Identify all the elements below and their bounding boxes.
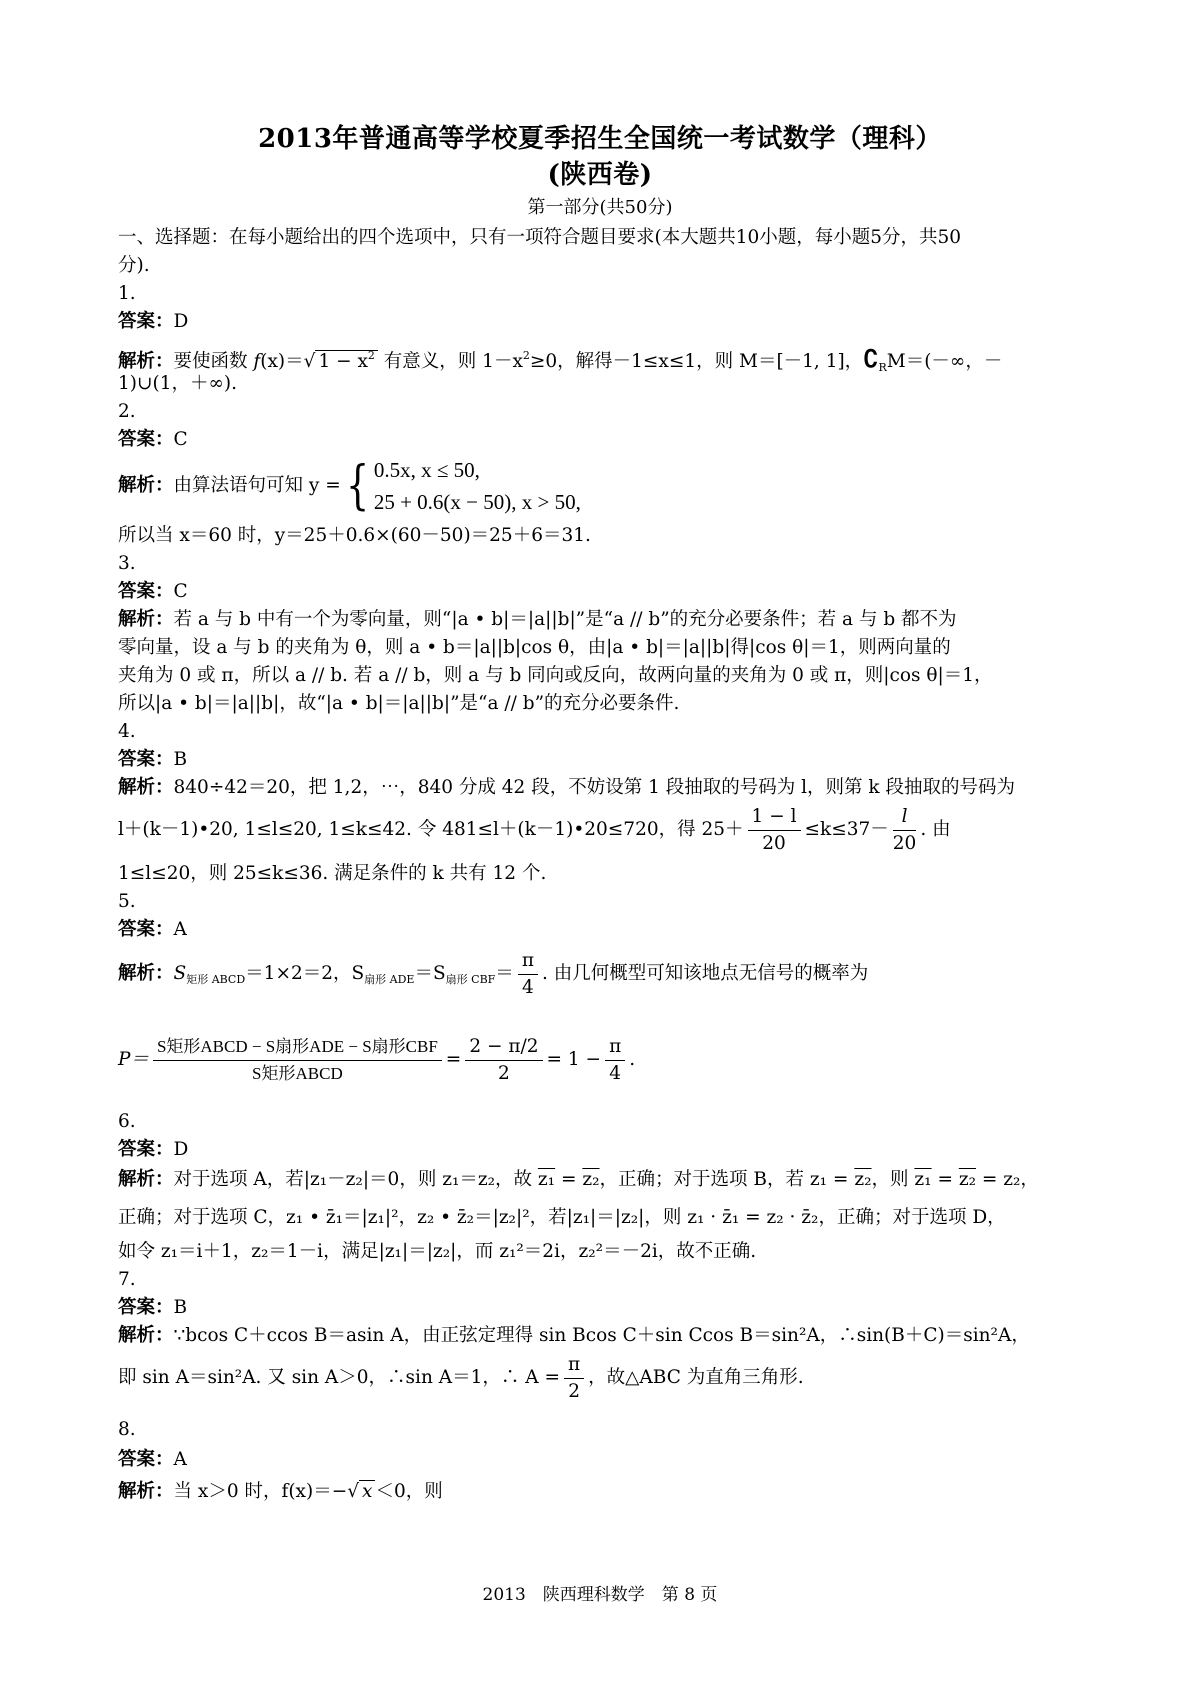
analysis-cont: 所以|a • b|＝|a||b|，故“|a • b|＝|a||b|”是“a // b”的充分必要条件. <box>118 693 680 714</box>
fraction-numerator: π <box>518 948 538 975</box>
math-text: = <box>931 1169 959 1190</box>
analysis-label: 解析： <box>118 609 174 630</box>
analysis-cont <box>118 800 951 860</box>
analysis-text: ≥0，解得－1≤x≤1，则 M＝[－1, 1]， <box>529 351 864 372</box>
analysis-text: l＋(k－1)•20, 1≤l≤20, 1≤k≤42. 令 481≤l＋(k－1)•20≤720，得 25＋ <box>118 819 744 840</box>
answer-line <box>118 918 187 942</box>
question-number: 1. <box>118 283 136 304</box>
brace-symbol: { <box>345 456 369 516</box>
fraction <box>153 1034 442 1087</box>
analysis-text: 有意义，则 1－x <box>377 351 523 372</box>
analysis-text: ，正确；对于选项 B，若 z₁ = <box>599 1169 855 1190</box>
math-text: . <box>629 1049 636 1070</box>
analysis-cont: 所以当 x＝60 时，y＝25＋0.6×(60－50)＝25＋6＝31. <box>118 525 591 546</box>
part-heading: 第一部分(共50分) <box>527 197 673 218</box>
analysis-text: 要使函数 <box>173 351 254 372</box>
piecewise-cases <box>374 454 581 518</box>
answer-label: 答案： <box>118 581 174 602</box>
subscript: R <box>878 361 887 374</box>
conjugate: z₂ <box>854 1169 872 1190</box>
analysis-line <box>118 1168 1039 1192</box>
fraction-denominator: 4 <box>522 976 534 998</box>
analysis-label: 解析： <box>118 1325 174 1346</box>
analysis-text: 对于选项 A，若|z₁－z₂|＝0，则 z₁＝z₂，故 <box>173 1169 538 1190</box>
page-footer: 2013 陕西理科数学 第 8 页 <box>482 1585 718 1605</box>
analysis-line <box>118 944 868 1010</box>
analysis-text: = z₂， <box>976 1169 1039 1190</box>
case-2: 25 + 0.6(x − 50), x > 50, <box>373 490 581 514</box>
analysis-line <box>118 608 957 632</box>
answer-label: 答案： <box>118 919 174 940</box>
analysis-label: 解析： <box>118 963 174 984</box>
answer-line <box>118 1296 187 1320</box>
math-text: S <box>173 963 187 984</box>
sqrt-expression <box>315 350 377 372</box>
fraction-denominator: 4 <box>609 1062 622 1084</box>
question-number: 4. <box>118 721 136 742</box>
answer-label: 答案： <box>118 1139 174 1160</box>
answer-value: B <box>173 749 188 770</box>
answer-line <box>118 1448 187 1472</box>
answer-line <box>118 428 188 452</box>
conjugate: z₁ <box>537 1169 556 1190</box>
conjugate: z₁ <box>914 1169 932 1190</box>
answer-value: B <box>173 1297 188 1318</box>
answer-label: 答案： <box>118 1297 174 1318</box>
subscript: 扇形 CBF <box>445 973 496 986</box>
analysis-text: 840÷42＝20，把 1,2，⋯，840 分成 42 段，不妨设第 1 段抽取的号码为 l，则第 k 段抽取的号码为 <box>173 777 1016 798</box>
section-intro-cont: 分). <box>118 255 150 276</box>
fraction-numerator: π <box>564 1352 584 1379</box>
analysis-label: 解析： <box>118 777 174 798</box>
analysis-line <box>118 454 581 518</box>
math-text: = 1 − <box>546 1049 602 1070</box>
math-text: ＝S <box>414 963 446 984</box>
page-subtitle: (陕西卷) <box>547 160 653 190</box>
analysis-text: ∵bcos C＋ccos B＝asin A，由正弦定理得 sin Bcos C＋sin Ccos B＝sin²A，∴sin(B＋C)＝sin²A， <box>173 1325 1030 1346</box>
analysis-cont: 正确；对于选项 C，z₁ • z̄₁＝|z₁|²，z₂ • z̄₂＝|z₂|²，若|z₁|＝|z₂|，则 z₁ · z̄₁ = z₂ · z̄₂，正确；对于选项 D， <box>118 1207 1006 1228</box>
fraction <box>465 1034 542 1087</box>
analysis-text: M＝(－∞，－ <box>886 351 1003 372</box>
math-text: = <box>445 1049 462 1070</box>
answer-value: C <box>173 581 188 602</box>
answer-value: D <box>173 311 189 332</box>
analysis-label: 解析： <box>118 351 174 372</box>
fraction <box>564 1352 584 1405</box>
analysis-text: 若 a 与 b 中有一个为零向量，则“|a • b|＝|a||b|”是“a // b”的充分必要条件；若 a 与 b 都不为 <box>173 609 957 630</box>
analysis-cont <box>118 1348 804 1408</box>
answer-line <box>118 748 187 772</box>
math-text: = <box>555 1169 583 1190</box>
superscript: 2 <box>367 349 375 362</box>
math-text: (x)＝ <box>260 351 304 372</box>
fraction-denominator: 2 <box>568 1380 580 1402</box>
analysis-cont: 如令 z₁＝i＋1，z₂＝1－i，满足|z₁|＝|z₂|，而 z₁²＝2i，z₂²＝－2i，故不正确. <box>118 1241 757 1262</box>
analysis-line <box>118 1324 1030 1348</box>
question-number: 3. <box>118 553 136 574</box>
section-intro: 一、选择题：在每小题给出的四个选项中，只有一项符合题目要求(本大题共10小题，每小题5分，共50 <box>118 227 962 248</box>
analysis-line <box>118 776 1015 800</box>
math-text: 1 − x <box>318 351 368 372</box>
probability-formula <box>118 1020 635 1100</box>
answer-line <box>118 580 188 604</box>
analysis-label: 解析： <box>118 1481 174 1502</box>
answer-line <box>118 310 188 334</box>
answer-value: C <box>173 429 188 450</box>
complement-symbol: ∁ <box>863 344 879 373</box>
fraction-denominator: 2 <box>498 1062 510 1084</box>
math-text: f <box>253 351 261 372</box>
analysis-label: 解析： <box>118 1169 174 1190</box>
analysis-text: ≤k≤37－ <box>804 819 889 840</box>
fraction <box>748 804 801 857</box>
fraction <box>518 948 538 1001</box>
analysis-text: ，故△ABC 为直角三角形. <box>588 1367 804 1388</box>
analysis-text: 由算法语句可知 y = <box>173 475 341 496</box>
subscript: 矩形 ABCD <box>186 973 246 986</box>
superscript: 2 <box>522 349 530 362</box>
analysis-cont: 1)∪(1，＋∞). <box>118 373 237 394</box>
page-title: 2013年普通高等学校夏季招生全国统一考试数学（理科） <box>258 124 942 154</box>
fraction-numerator: 1 − l <box>748 804 801 831</box>
math-text: ＝1×2＝2，S <box>245 963 365 984</box>
fraction <box>605 1034 625 1087</box>
math-text: P＝ <box>118 1049 149 1070</box>
fraction-denominator: 20 <box>892 832 917 854</box>
question-number: 8. <box>118 1419 136 1440</box>
answer-value: A <box>173 919 187 940</box>
fraction-numerator: l <box>893 804 917 831</box>
case-1: 0.5x, x ≤ 50, <box>373 458 480 482</box>
analysis-text: . 由 <box>920 819 951 840</box>
question-number: 6. <box>118 1111 136 1132</box>
answer-value: D <box>173 1139 189 1160</box>
conjugate: z₂ <box>958 1169 976 1190</box>
fraction-denominator: 20 <box>762 832 786 854</box>
analysis-cont: 夹角为 0 或 π，所以 a // b. 若 a // b，则 a 与 b 同向或反向，故两向量的夹角为 0 或 π，则|cos θ|＝1， <box>118 665 993 686</box>
question-number: 5. <box>118 891 136 912</box>
answer-label: 答案： <box>118 1449 174 1470</box>
question-number: 2. <box>118 401 136 422</box>
analysis-text: ＜0，则 <box>375 1481 443 1502</box>
fraction-numerator: π <box>605 1034 625 1061</box>
conjugate: z₂ <box>582 1169 600 1190</box>
analysis-line: 解析：当 x＞0 时，f(x)＝−√ x ＜0，则 <box>118 1481 443 1502</box>
analysis-text: ，则 <box>871 1169 915 1190</box>
answer-line <box>118 1138 188 1162</box>
answer-value: A <box>173 1449 187 1470</box>
fraction-numerator: 2 − π/2 <box>465 1034 542 1061</box>
analysis-label: 解析： <box>118 475 174 496</box>
analysis-cont: 零向量，设 a 与 b 的夹角为 θ，则 a • b＝|a||b|cos θ，由|a • b|＝|a||b|得|cos θ|＝1，则两向量的 <box>118 637 951 658</box>
fraction <box>893 804 917 857</box>
fraction-numerator: S矩形ABCD − S扇形ADE − S扇形CBF <box>153 1034 442 1061</box>
analysis-text: 当 x＞0 时，f(x)＝− <box>173 1481 348 1502</box>
answer-label: 答案： <box>118 429 174 450</box>
analysis-line: 解析：要使函数 f(x)＝√ $1 - x^2$ 有意义，则 $1-x^2\ge 0$，解得－1≤x≤1，则 M＝[－1, 1]，$∁_RM=(-\infty$，－ <box>118 344 1003 374</box>
math-text: ＝ <box>495 963 514 984</box>
question-number: 7. <box>118 1269 136 1290</box>
analysis-text: 即 sin A＝sin²A. 又 sin A＞0，∴sin A＝1，∴ A = <box>118 1367 560 1388</box>
analysis-cont: 1≤l≤20，则 25≤k≤36. 满足条件的 k 共有 12 个. <box>118 863 547 884</box>
sqrt-expression: x <box>359 1480 375 1502</box>
answer-label: 答案： <box>118 311 174 332</box>
analysis-text: . 由几何概型可知该地点无信号的概率为 <box>541 963 869 984</box>
subscript: 扇形 ADE <box>364 973 415 986</box>
answer-label: 答案： <box>118 749 174 770</box>
fraction-denominator: S矩形ABCD <box>252 1063 343 1083</box>
